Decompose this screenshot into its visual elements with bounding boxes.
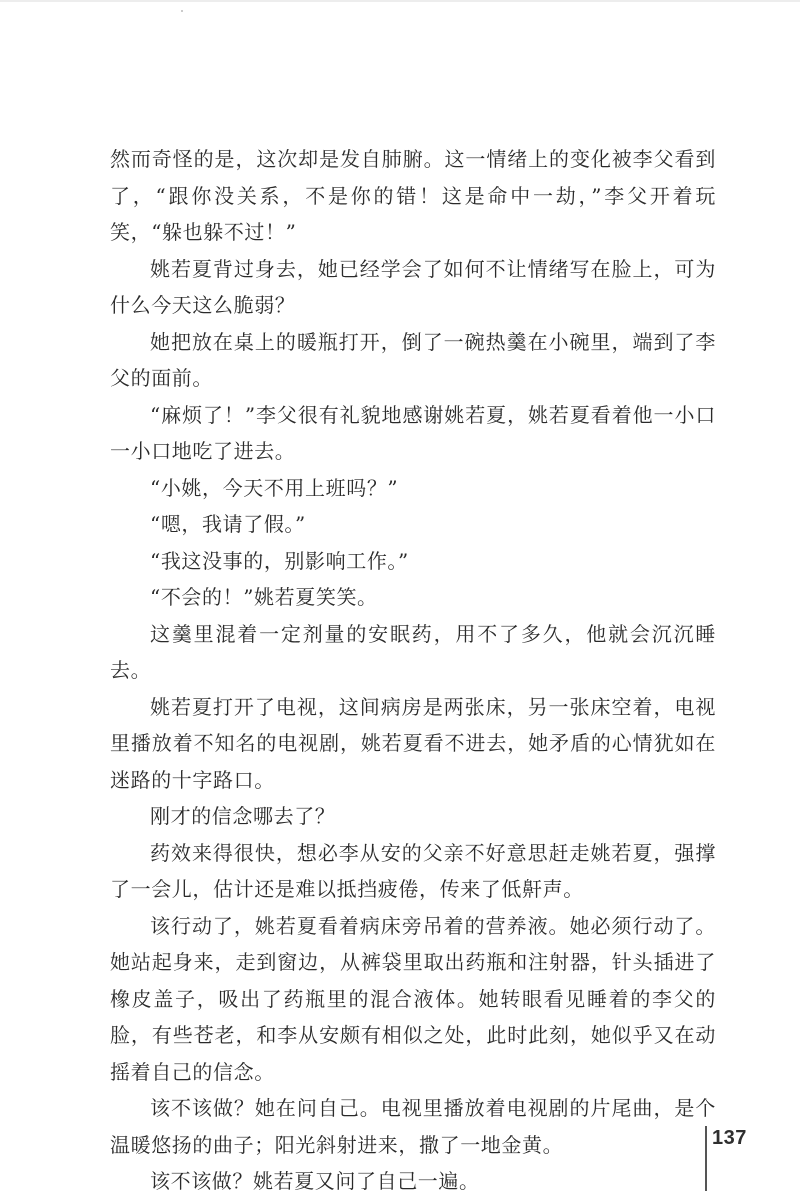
paragraph: 姚若夏打开了电视，这间病房是两张床，另一张床空着，电视里播放着不知名的电视剧，姚若夏看不进去，她矛盾的心情犹如在迷路的十字路口。	[110, 694, 716, 792]
paragraph: 姚若夏背过身去，她已经学会了如何不让情绪写在脸上，可为什么今天这么脆弱？	[110, 256, 716, 317]
folio-divider-line	[705, 1126, 707, 1191]
paragraph: “嗯，我请了假。”	[150, 512, 306, 536]
page-number: 137	[712, 1127, 747, 1149]
paragraph: 刚才的信念哪去了？	[150, 804, 336, 828]
paragraph: 该不该做？她在问自己。电视里播放着电视剧的片尾曲，是个温暖悠扬的曲子；阳光斜射进来，撒了一地金黄。	[110, 1096, 716, 1157]
paragraph: “不会的！”姚若夏笑笑。	[150, 585, 378, 609]
page-top-edge	[0, 0, 800, 2]
paragraph: “麻烦了！”李父很有礼貌地感谢姚若夏，姚若夏看着他一小口一小口地吃了进去。	[110, 402, 716, 463]
page-body-text	[110, 141, 716, 1200]
paragraph: “我这没事的，别影响工作。”	[150, 548, 409, 573]
paragraph: 该行动了，姚若夏看着病床旁吊着的营养液。她必须行动了。她站起身来，走到窗边，从裤袋里取出药瓶和注射器，针头插进了橡皮盖子，吸出了药瓶里的混合液体。她转眼看见睡着的李父的脸，有些苍老，和李从安颇有相似之处，此时此刻，她似乎又在动摇着自己的信念。	[110, 913, 716, 1084]
paragraph: 这羹里混着一定剂量的安眠药，用不了多久，他就会沉沉睡去。	[110, 621, 716, 682]
paragraph: 药效来得很快，想必李从安的父亲不好意思赶走姚若夏，强撑了一会儿，估计还是难以抵挡疲倦，传来了低鼾声。	[110, 840, 716, 901]
paragraph: 她把放在桌上的暖瓶打开，倒了一碗热羹在小碗里，端到了李父的面前。	[110, 329, 716, 390]
page-folio	[703, 1126, 763, 1191]
scan-speck	[181, 10, 183, 12]
paragraph: 该不该做？姚若夏又问了自己一遍。	[150, 1169, 480, 1193]
paragraph: “小姚，今天不用上班吗？”	[150, 475, 399, 500]
paragraph: 然而奇怪的是，这次却是发自肺腑。这一情绪上的变化被李父看到了，“跟你没关系，不是你的错！这是命中一劫，”李父开着玩笑，“躲也躲不过！”	[110, 147, 716, 244]
